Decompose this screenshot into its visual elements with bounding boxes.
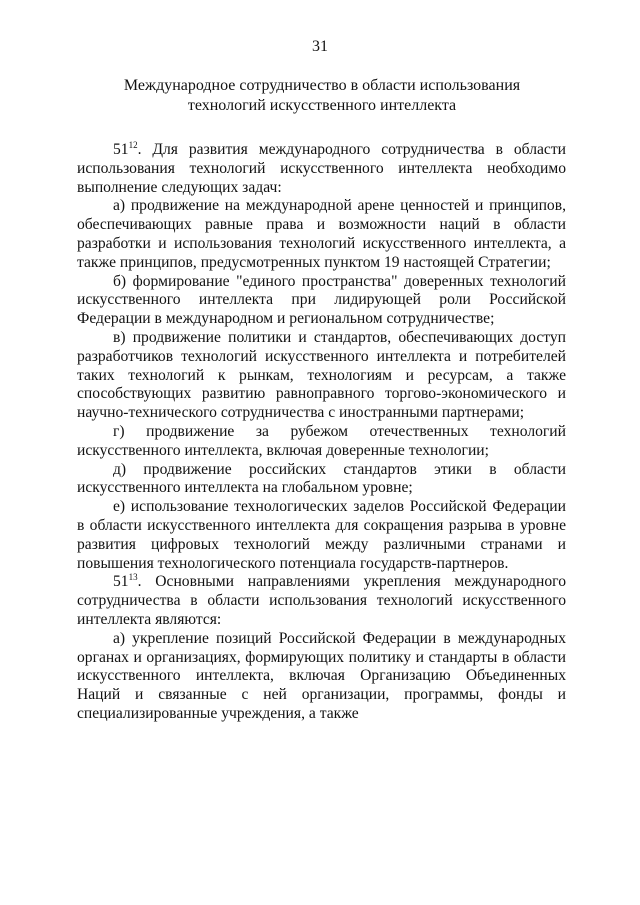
document-body	[77, 141, 566, 724]
list-item-e: е) использование технологических заделов Российской Федерации в области искусственного интеллекта для сокращения разрыва в уровне развития цифровых технологий между различными странами и повышения технологического потенциала государств-партнеров.	[77, 498, 566, 572]
paragraph-number: 51	[113, 141, 129, 158]
list-item-a-continued: а) укрепление позиций Российской Федерации в международных органах и организациях, формирующих политику и стандарты в области искусственного интеллекта, включая Организацию Объединенных Наций и связанные с ней организации, программы, фонды и специализированные учреждения, а также	[77, 629, 566, 722]
paragraph-number-superscript: 13	[128, 572, 138, 583]
paragraph-text: . Для развития международного сотрудничества в области использования технологий искусственного интеллекта необходимо выполнение следующих задач:	[77, 141, 566, 196]
section-heading-line-2: технологий искусственного интеллекта	[187, 97, 457, 114]
paragraph-number-superscript: 12	[128, 140, 138, 150]
paragraph-51-13	[77, 573, 566, 629]
list-item-b: б) формирование "единого пространства" доверенных технологий искусственного интеллекта при лидирующей роли Российской Федерации в международном и региональном сотрудничестве;	[77, 272, 566, 328]
section-heading	[72, 76, 572, 116]
list-item-v: в) продвижение политики и стандартов, обеспечивающих доступ разработчиков технологий искусственного интеллекта и потребителей таких технологий к рынкам, технологиям и ресурсам, а также способствующих развитию равноправного торгово-экономического и научно-технического сотрудничества с иностранными партнерами;	[77, 328, 566, 422]
paragraph-51-12	[77, 141, 566, 197]
page-number: 31	[312, 38, 328, 55]
paragraph-text: . Основными направлениями укрепления международного сотрудничества в области использования технологий искусственного интеллекта являются:	[77, 573, 566, 628]
list-item-a: а) продвижение на международной арене ценностей и принципов, обеспечивающих равные права и возможности наций в области разработки и использования технологий искусственного интеллекта, а также принципов, предусмотренных пунктом 19 настоящей Стратегии;	[77, 197, 566, 271]
section-heading-line-1: Международное сотрудничество в области использования	[123, 77, 521, 94]
list-item-g: г) продвижение за рубежом отечественных технологий искусственного интеллекта, включая доверенные технологии;	[77, 422, 566, 459]
list-item-d: д) продвижение российских стандартов этики в области искусственного интеллекта на глобальном уровне;	[77, 460, 566, 497]
paragraph-number: 51	[113, 573, 129, 591]
